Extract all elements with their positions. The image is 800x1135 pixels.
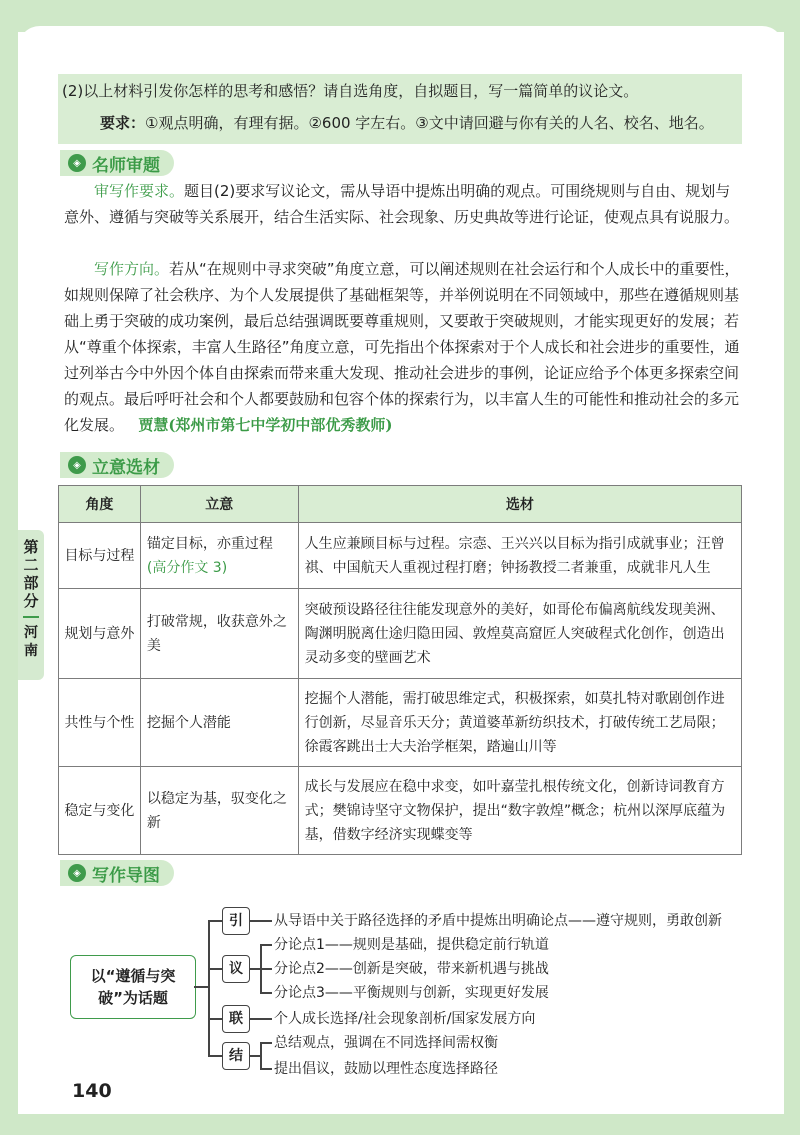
side-tab — [18, 530, 44, 680]
row-angle: 共性与个性 — [59, 679, 141, 767]
argue-item: 分论点3——平衡规则与创新，实现更好发展 — [274, 985, 549, 1001]
node-conclude: 结 — [222, 1042, 250, 1070]
conclude-item: 总结观点，强调在不同选择间需权衡 — [274, 1035, 498, 1051]
connector — [250, 1055, 260, 1057]
section-analysis-title: 名师审题 — [92, 155, 160, 176]
connector — [260, 1042, 272, 1044]
row-material: 成长与发展应在稳中求变，如叶嘉莹扎根传统文化，创新诗词教育方式；樊锦诗坚守文物保护，提出“数字敦煌”概念；杭州以深厚底蕴为基，借数字经济实现蝶变等 — [298, 767, 741, 855]
section-mindmap-title: 写作导图 — [92, 865, 160, 886]
section-analysis-header — [60, 150, 174, 176]
header-angle: 角度 — [59, 486, 141, 523]
argue-item: 分论点2——创新是突破，带来新机遇与挑战 — [274, 961, 549, 977]
side-tab-part: 第 二 部 分 — [23, 538, 39, 610]
row-angle: 稳定与变化 — [59, 767, 141, 855]
header-material: 选材 — [298, 486, 741, 523]
section-materials-header — [60, 452, 174, 478]
analysis-dir-label: 写作方向。 — [94, 260, 170, 278]
side-tab-divider — [23, 616, 39, 618]
requirements-label: 要求： — [100, 114, 146, 132]
node-intro: 引 — [222, 907, 250, 935]
connector — [250, 968, 260, 970]
row-material: 挖掘个人潜能，需打破思维定式，积极探索，如莫扎特对歌剧创作进行创新，尽显音乐天分；黄道婆革新纺织技术，打破传统工艺局限；徐霞客跳出士大夫治学框架，踏遍山川等 — [298, 679, 741, 767]
table-row — [59, 679, 742, 767]
question-requirements — [100, 112, 714, 133]
connector — [208, 920, 210, 1056]
section-mindmap-header — [60, 860, 174, 886]
connector — [208, 968, 222, 970]
argue-item: 分论点1——规则是基础，提供稳定前行轨道 — [274, 937, 549, 953]
row-angle: 目标与过程 — [59, 523, 141, 589]
connector — [260, 992, 272, 994]
row-idea-note: (高分作文 3) — [146, 559, 228, 576]
mindmap-topic — [70, 955, 196, 1019]
connector — [250, 1018, 272, 1020]
bulb-icon: ◈ — [68, 456, 86, 474]
connector — [260, 1068, 272, 1070]
table-row — [59, 589, 742, 679]
header-idea: 立意 — [140, 486, 298, 523]
analysis-req-text: 题目(2)要求写议论文，需从导语中提炼出明确的观点。可围绕规则与自由、规划与意外、遵循与突破等关系展开，结合生活实际、社会现象、历史典故等进行论证，使观点具有说服力。 — [64, 182, 740, 226]
analysis-dir-text: 若从“在规则中寻求突破”角度立意，可以阐述规则在社会运行和个人成长中的重要性，如规则保障了社会秩序、为个人发展提供了基础框架等，并举例说明在不同领域中，那些在遵循规则基础上勇于突破的成功案例，最后总结强调既要尊重规则，又要敢于突破规则，才能实现更好的发展；若从“尊重个体探索，丰富人生路径”角度立意，可先指出个体探索对于个人成长和社会进步的重要性，通过列举古今中外因个体自由探索而带来重大发现、推动社会进步的事例，论证应给予个体更多探索空间的观点。最后呼吁社会和个人都要鼓励和包容个体的探索行为，以丰富人生的可能性和推动社会的多元化发展。 — [64, 260, 740, 434]
page-border-left — [0, 0, 18, 1135]
page-number: 140 — [72, 1080, 112, 1102]
row-idea: 打破常规，收获意外之美 — [140, 589, 298, 679]
side-tab-province: 河 南 — [24, 625, 38, 659]
connector — [250, 920, 272, 922]
topic-line-2: 破”为话题 — [98, 989, 168, 1007]
question-prompt: (2)以上材料引发你怎样的思考和感悟？请自选角度，自拟题目，写一篇简单的议论文。 — [62, 82, 639, 100]
link-item: 个人成长选择/社会现象剖析/国家发展方向 — [274, 1011, 536, 1027]
row-material: 突破预设路径往往能发现意外的美好，如哥伦布偏离航线发现美洲、陶渊明脱离仕途归隐田园、敦煌莫高窟匠人突破程式化创作，创造出灵动多变的壁画艺术 — [298, 589, 741, 679]
topic-line-1: 以“遵循与突 — [90, 967, 176, 985]
row-material: 人生应兼顾目标与过程。宗悫、王兴兴以目标为指引成就事业；汪曾祺、中国航天人重视过程打磨；钟扬教授二者兼重，成就非凡人生 — [298, 523, 741, 589]
node-link: 联 — [222, 1005, 250, 1033]
row-idea — [140, 523, 298, 589]
node-argue: 议 — [222, 955, 250, 983]
row-idea: 以稳定为基，驭变化之新 — [140, 767, 298, 855]
connector — [260, 968, 272, 970]
connector — [208, 1055, 222, 1057]
analysis-req-label: 审写作要求。 — [94, 182, 185, 200]
map-icon: ◈ — [68, 864, 86, 882]
connector — [208, 1018, 222, 1020]
connector — [260, 1042, 262, 1068]
row-idea: 挖掘个人潜能 — [140, 679, 298, 767]
connector — [208, 920, 222, 922]
table-row — [59, 523, 742, 589]
analysis-requirements — [64, 178, 744, 230]
row-angle: 规划与意外 — [59, 589, 141, 679]
teacher-credit: 贾慧(郑州市第七中学初中部优秀教师) — [138, 416, 393, 434]
page-border-right — [784, 0, 800, 1135]
analysis-direction — [64, 256, 744, 438]
row-idea-text: 锚定目标，亦重过程 — [146, 535, 273, 552]
connector — [260, 944, 272, 946]
table-row — [59, 767, 742, 855]
intro-item: 从导语中关于路径选择的矛盾中提炼出明确论点——遵守规则，勇敢创新 — [274, 913, 722, 929]
table-header-row — [59, 486, 742, 523]
section-materials-title: 立意选材 — [92, 457, 160, 478]
materials-table — [58, 485, 742, 855]
book-icon: ◈ — [68, 154, 86, 172]
connector — [194, 986, 208, 988]
requirements-text: ①观点明确，有理有据。②600 字左右。③文中请回避与你有关的人名、校名、地名。 — [145, 114, 714, 132]
conclude-item: 提出倡议，鼓励以理性态度选择路径 — [274, 1061, 498, 1077]
